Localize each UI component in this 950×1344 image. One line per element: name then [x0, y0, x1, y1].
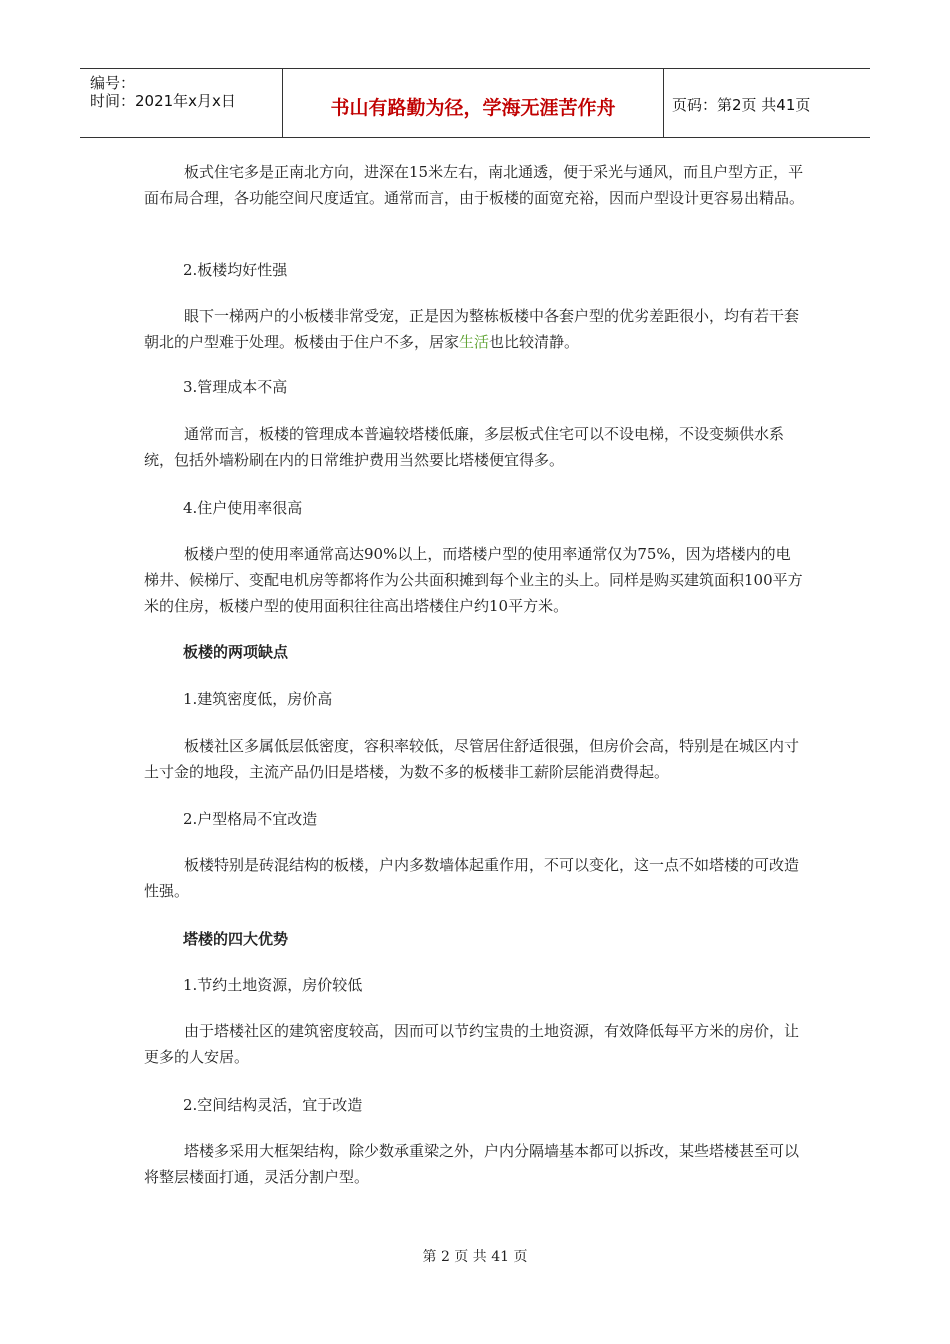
code-label: 编号： [90, 74, 136, 92]
section-tower-advantages: 塔楼的四大优势 [183, 930, 289, 948]
paragraph-land: 由于塔楼社区的建筑密度较高，因而可以节约宝贵的土地资源，有效降低每平方米的房价，让更多的人安居。 [144, 1022, 800, 1066]
paragraph-cost: 通常而言，板楼的管理成本普遍较塔楼低廉，多层板式住宅可以不设电梯，不设变频供水系统，包括外墙粉刷在内的日常维护费用当然要比塔楼便宜得多。 [144, 425, 785, 469]
heading-balance: 2.板楼均好性强 [183, 261, 288, 279]
header-meta [80, 69, 282, 137]
heading-structure: 2.空间结构灵活，宜于改造 [183, 1096, 363, 1114]
page-header [80, 68, 870, 138]
paragraph-balance-text-b: 也比较清静。 [489, 333, 580, 351]
paragraph-usage: 板楼户型的使用率通常高达90%以上，而塔楼户型的使用率通常仅为75%，因为塔楼内的电梯井、候梯厅、变配电机房等都将作为公共面积摊到每个业主的头上。同样是购买建筑面积100平方米的住房，板楼户型的使用面积往往高出塔楼住户约10平方米。 [144, 545, 803, 615]
page-footer: 第 2 页 共 41 页 [422, 1249, 528, 1265]
heading-usage: 4.住户使用率很高 [183, 499, 303, 517]
paragraph-structure: 塔楼多采用大框架结构，除少数承重梁之外，户内分隔墙基本都可以拆改，某些塔楼甚至可以将整层楼面打通，灵活分割户型。 [144, 1142, 800, 1186]
heading-land: 1.节约土地资源，房价较低 [183, 976, 363, 994]
motto: 书山有路勤为径，学海无涯苦作舟 [330, 97, 616, 119]
heading-layout-change: 2.户型格局不宜改造 [183, 810, 318, 828]
header-motto-cell [282, 69, 664, 137]
header-page-cell [662, 69, 870, 137]
paragraph-balance [144, 303, 804, 355]
paragraph-density: 板楼社区多属低层低密度，容积率较低，尽管居住舒适很强，但房价会高，特别是在城区内寸土寸金的地段，主流产品仍旧是塔楼，为数不多的板楼非工薪阶层能消费得起。 [144, 737, 800, 781]
heading-cost: 3.管理成本不高 [183, 378, 288, 396]
paragraph-layout: 板式住宅多是正南北方向，进深在15米左右，南北通透，便于采光与通风，而且户型方正，平面布局合理，各功能空间尺度适宜。通常而言，由于板楼的面宽充裕，因而户型设计更容易出精品。 [144, 163, 805, 207]
heading-density: 1.建筑密度低，房价高 [183, 690, 333, 708]
time-label: 时间：2021年x月x日 [90, 92, 236, 110]
life-link[interactable]: 生活 [459, 333, 490, 351]
paragraph-balance-text-a: 眼下一梯两户的小板楼非常受宠，正是因为整栋板楼中各套户型的优劣差距很小，均有若干套朝北的户型难于处理。板楼由于住户不多，居家 [144, 307, 800, 351]
page-info: 页码：第2页 共41页 [672, 96, 811, 114]
paragraph-layout-change: 板楼特别是砖混结构的板楼，户内多数墙体起重作用，不可以变化，这一点不如塔楼的可改造性强。 [144, 856, 800, 900]
section-slab-drawbacks: 板楼的两项缺点 [183, 643, 289, 661]
